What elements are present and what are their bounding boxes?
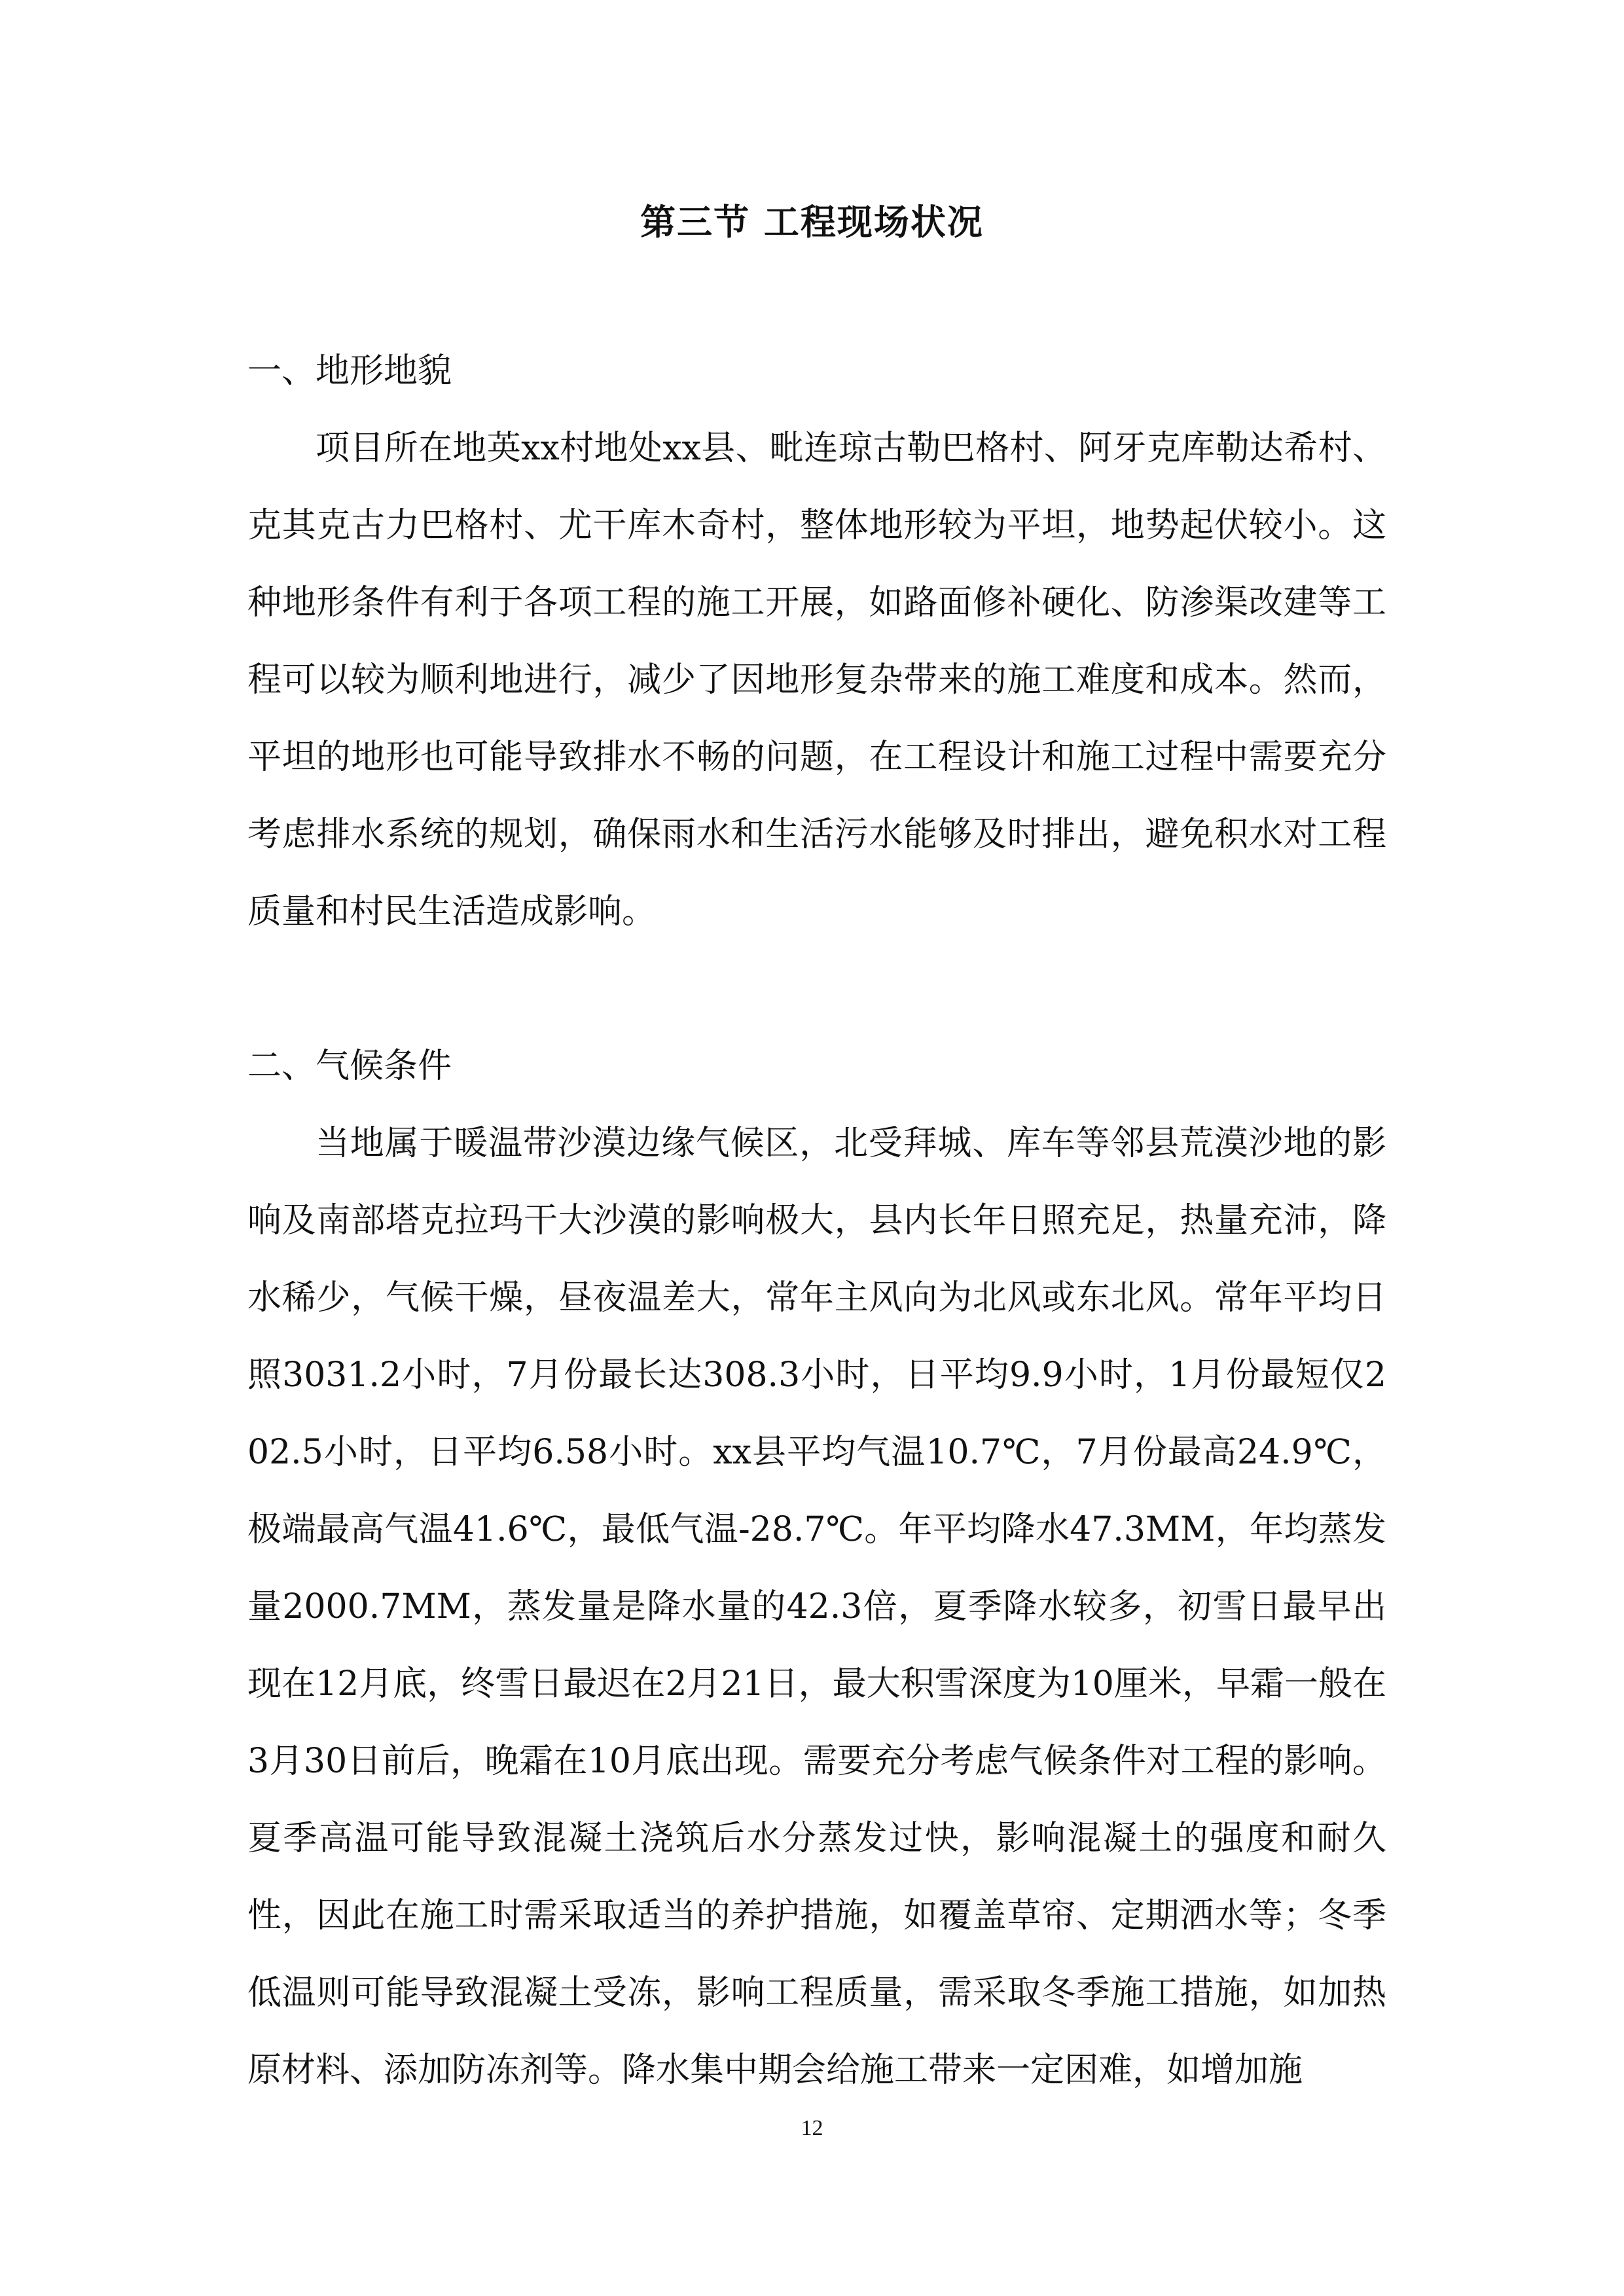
section-spacer bbox=[247, 950, 1386, 1028]
page-number: 12 bbox=[801, 2116, 823, 2140]
paragraph-climate: 当地属于暖温带沙漠边缘气候区，北受拜城、库车等邻县荒漠沙地的影响及南部塔克拉玛干大沙漠的影响极大，县内长年日照充足，热量充沛，降水稀少，气候干燥，昼夜温差大，常年主风向为北风或东北风。常年平均日照3031.2小时，7月份最长达308.3小时，日平均9.9小时，1月份最短仅202.5小时，日平均6.58小时。xx县平均气温10.7℃，7月份最高24.9℃，极端最高气温41.6℃，最低气温-28.7℃。年平均降水47.3MM，年均蒸发量2000.7MM，蒸发量是降水量的42.3倍，夏季降水较多，初雪日最早出现在12月底，终雪日最迟在2月21日，最大积雪深度为10厘米，早霜一般在3月30日前后，晚霜在10月底出现。需要充分考虑气候条件对工程的影响。夏季高温可能导致混凝土浇筑后水分蒸发过快，影响混凝土的强度和耐久性，因此在施工时需采取适当的养护措施，如覆盖草帘、定期洒水等；冬季低温则可能导致混凝土受冻，影响工程质量，需采取冬季施工措施，如加热原材料、添加防冻剂等。降水集中期会给施工带来一定困难，如增加施 bbox=[247, 1124, 1386, 2090]
section-title: 第三节 工程现场状况 bbox=[640, 202, 984, 243]
heading-terrain: 一、地形地貌 bbox=[247, 351, 452, 391]
body-content bbox=[247, 332, 1386, 2109]
heading-climate: 二、气候条件 bbox=[247, 1047, 452, 1086]
paragraph-terrain: 项目所在地英xx村地处xx县、毗连琼古勒巴格村、阿牙克库勒达希村、克其克古力巴格村、尤干库木奇村，整体地形较为平坦，地势起伏较小。这种地形条件有利于各项工程的施工开展，如路面修补硬化、防渗渠改建等工程可以较为顺利地进行，减少了因地形复杂带来的施工难度和成本。然而，平坦的地形也可能导致排水不畅的问题，在工程设计和施工过程中需要充分考虑排水系统的规划，确保雨水和生活污水能够及时排出，避免积水对工程质量和村民生活造成影响。 bbox=[247, 429, 1386, 931]
